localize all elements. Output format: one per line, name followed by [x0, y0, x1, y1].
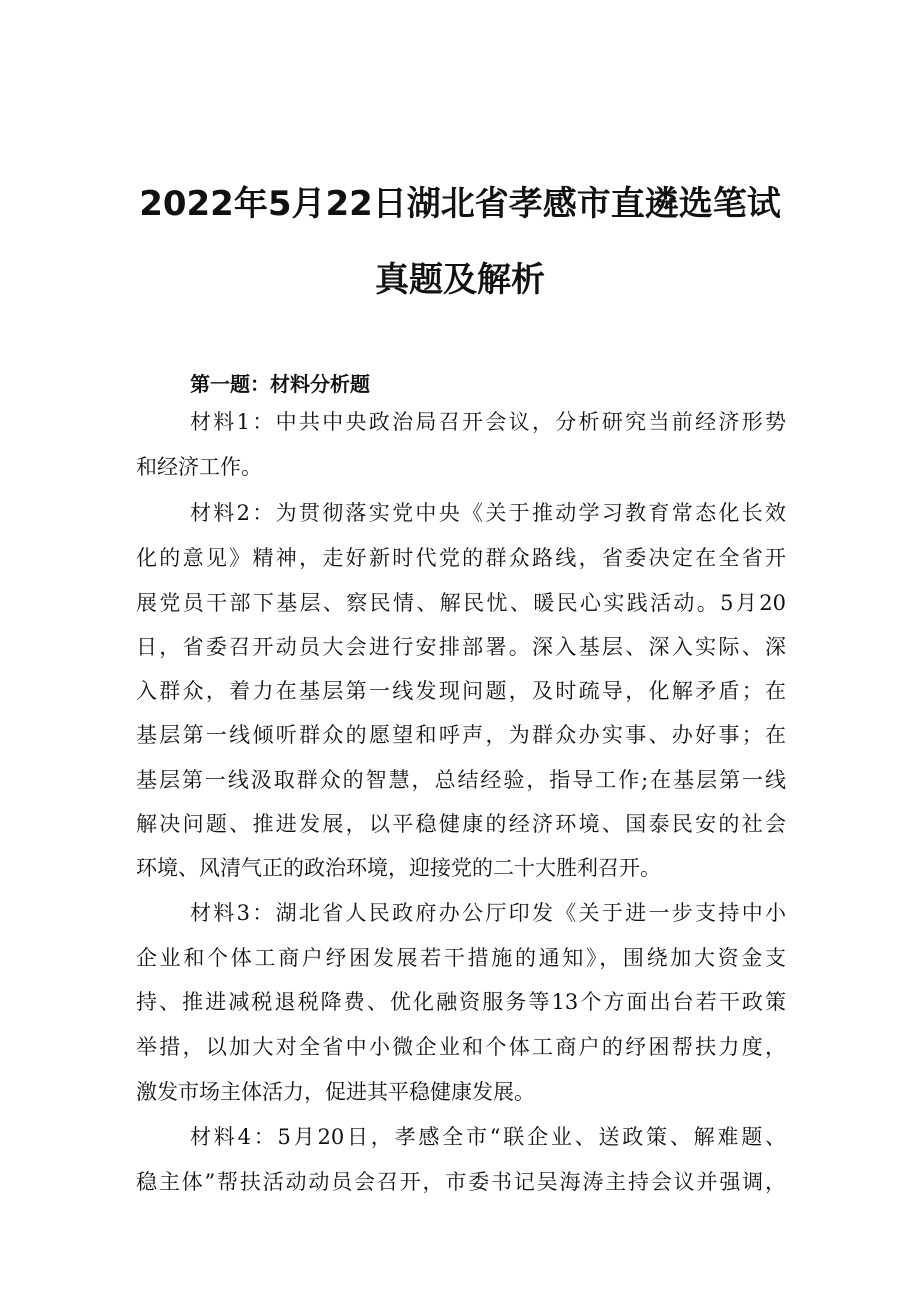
- material-2-line-7: 基层第一线汲取群众的智慧，总结经验，指导工作;在基层第一线: [136, 768, 786, 792]
- material-2-line-1: 材料2：为贯彻落实党中央《关于推动学习教育常态化长效: [190, 501, 786, 525]
- material-1-line-1: 材料1：中共中央政治局召开会议，分析研究当前经济形势: [190, 410, 786, 434]
- material-2-line-5: 入群众，着力在基层第一线发现问题，及时疏导，化解矛盾；在: [136, 679, 786, 703]
- section-heading: 第一题：材料分析题: [190, 372, 370, 396]
- material-3-line-3: 持、推进减税退税降费、优化融资服务等13个方面出台若干政策: [136, 990, 786, 1014]
- material-2-line-6: 基层第一线倾听群众的愿望和呼声，为群众办实事、办好事；在: [136, 723, 786, 747]
- material-4-line-1: 材料4：5月20日，孝感全市“联企业、送政策、解难题、: [190, 1125, 786, 1149]
- material-2-line-8: 解决问题、推进发展，以平稳健康的经济环境、国泰民安的社会: [136, 812, 786, 836]
- material-3-line-2: 企业和个体工商户纾困发展若干措施的通知》，围绕加大资金支: [136, 946, 786, 970]
- material-2-line-4: 日，省委召开动员大会进行安排部署。深入基层、深入实际、深: [136, 635, 786, 659]
- material-2-line-2: 化的意见》精神，走好新时代党的群众路线，省委决定在全省开: [136, 546, 786, 570]
- material-3-line-5: 激发市场主体活力，促进其平稳健康发展。: [136, 1080, 535, 1104]
- material-3-line-1: 材料3：湖北省人民政府办公厅印发《关于进一步支持中小: [190, 901, 786, 925]
- material-4-line-2: 稳主体”帮扶活动动员会召开，市委书记吴海涛主持会议并强调，: [136, 1170, 786, 1194]
- material-1-line-2: 和经济工作。: [136, 455, 262, 479]
- document-title-line-1: 2022年5月22日湖北省孝感市直遴选笔试: [139, 184, 781, 224]
- material-2-line-9: 环境、风清气正的政治环境，迎接党的二十大胜利召开。: [136, 856, 661, 880]
- material-3-line-4: 举措，以加大对全省中小微企业和个体工商户的纾困帮扶力度，: [136, 1035, 786, 1059]
- document-title-line-2: 真题及解析: [375, 260, 545, 300]
- material-2-line-3: 展党员干部下基层、察民情、解民忧、暖民心实践活动。5月20: [136, 591, 786, 615]
